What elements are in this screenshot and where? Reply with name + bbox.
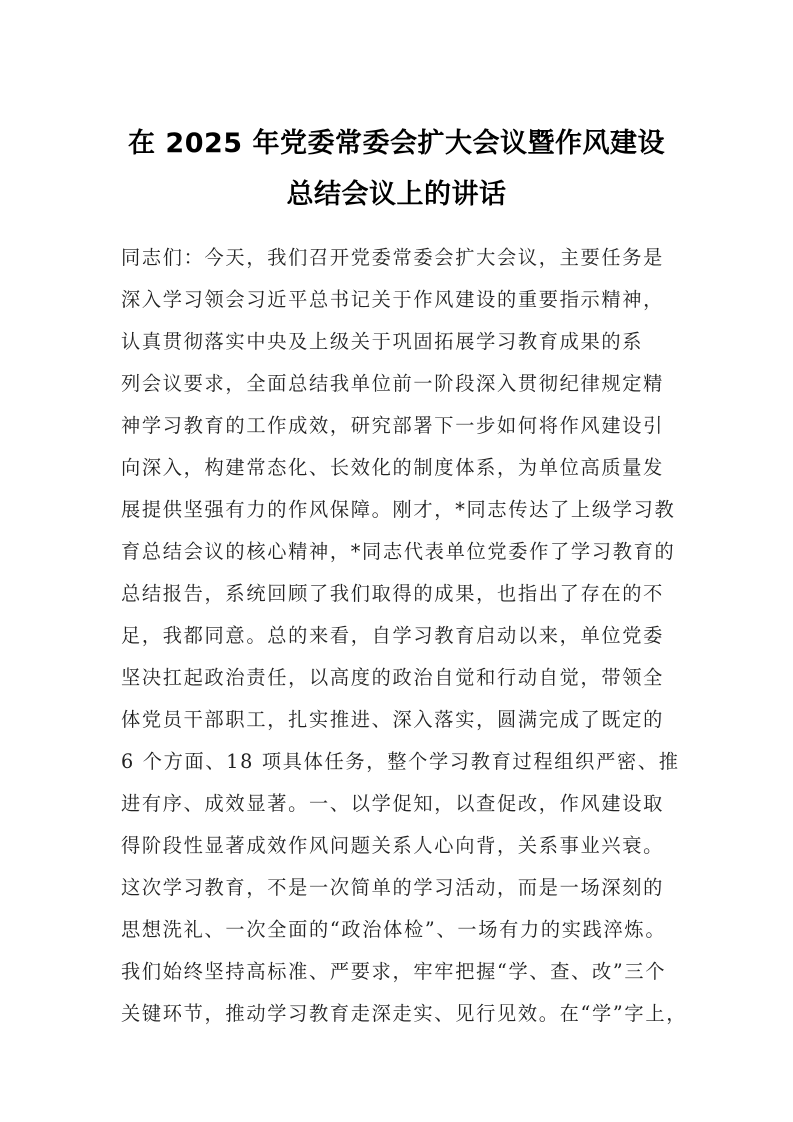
paragraph-line-3: 认真贯彻落实中央及上级关于巩固拓展学习教育成果的系 xyxy=(121,330,644,353)
paragraph-line-12: 体党员干部职工，扎实推进、深入落实，圆满完成了既定的 xyxy=(121,708,665,731)
paragraph-line-17: 思想洗礼、一次全面的“政治体检”、一场有力的实践淬炼。 xyxy=(121,918,667,941)
paragraph-line-9: 总结报告，系统回顾了我们取得的成果，也指出了存在的不 xyxy=(121,582,665,605)
paragraph-line-10: 足，我都同意。总的来看，自学习教育启动以来，单位党委 xyxy=(121,624,665,647)
paragraph-line-14: 进有序、成效显著。一、以学促知，以查促改，作风建设取 xyxy=(121,792,665,815)
paragraph-line-19: 关键环节，推动学习教育走深走实、见行见效。在“学”字上， xyxy=(121,1002,688,1025)
paragraph-line-6: 向深入，构建常态化、长效化的制度体系，为单位高质量发 xyxy=(121,456,665,479)
paragraph-line-16: 这次学习教育，不是一次简单的学习活动，而是一场深刻的 xyxy=(121,876,665,899)
paragraph-line-5: 神学习教育的工作成效，研究部署下一步如何将作风建设引 xyxy=(121,414,665,437)
paragraph-line-13: 6 个方面、18 项具体任务，整个学习教育过程组织严密、推 xyxy=(121,750,680,773)
paragraph-line-1: 同志们：今天，我们召开党委常委会扩大会议，主要任务是 xyxy=(121,246,665,269)
paragraph-line-2: 深入学习领会习近平总书记关于作风建设的重要指示精神， xyxy=(121,288,665,311)
paragraph-line-18: 我们始终坚持高标准、严要求，牢牢把握“学、查、改”三个 xyxy=(121,960,667,983)
paragraph-line-11: 坚决扛起政治责任，以高度的政治自觉和行动自觉，带领全 xyxy=(121,666,665,689)
paragraph-line-7: 展提供坚强有力的作风保障。刚才，*同志传达了上级学习教 xyxy=(121,498,676,521)
paragraph-line-4: 列会议要求，全面总结我单位前一阶段深入贯彻纪律规定精 xyxy=(121,372,665,395)
document-title-line-1: 在 2025 年党委常委会扩大会议暨作风建设 xyxy=(128,128,665,159)
paragraph-line-8: 育总结会议的核心精神，*同志代表单位党委作了学习教育的 xyxy=(121,540,676,563)
document-title-line-2: 总结会议上的讲话 xyxy=(286,179,507,210)
paragraph-line-15: 得阶段性显著成效作风问题关系人心向背，关系事业兴衰。 xyxy=(121,834,665,857)
